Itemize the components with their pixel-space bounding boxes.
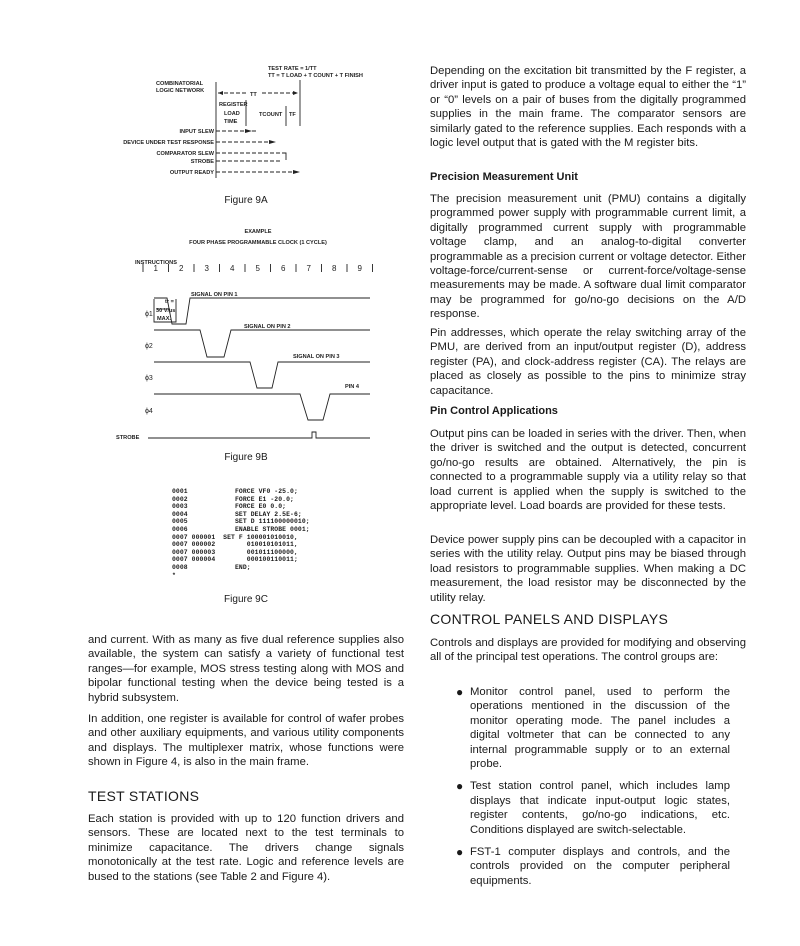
signal-output-ready: OUTPUT READY xyxy=(169,170,214,176)
instruction-number: 2 xyxy=(179,264,184,273)
signal-pin-2: SIGNAL ON PIN 2 xyxy=(244,324,291,330)
phase-1: ϕ1 xyxy=(145,311,153,318)
signal-pin-1: SIGNAL ON PIN 1 xyxy=(191,292,238,298)
instruction-number: 8 xyxy=(332,264,337,273)
signal-input-slew: INPUT SLEW xyxy=(179,129,214,135)
slew-max: MAX. xyxy=(157,316,171,322)
figure-9c-program: 0001 FORCE VF0 -25.0; 0002 FORCE E1 -20.0; 0003 FORCE E0 0.0; 0004 SET DELAY 2.5E-6; 0005 SET D 111100000010; 0006 ENABLE STROBE 0001; 0007 000001 SET F 100001010010, 0007 000002 010010101011, 0007 000003 001011100000, 0007 000004 000100110011; 0008 END; * xyxy=(172,488,310,579)
reg-load-label-2: LOAD xyxy=(224,111,240,117)
instruction-number: 1 xyxy=(153,264,158,273)
signal-comparator-slew: COMPARATOR SLEW xyxy=(156,151,214,157)
bullet-icon: ● xyxy=(456,685,464,699)
comb-label-1: COMBINATORIAL xyxy=(156,81,204,87)
figure-9b xyxy=(0,220,420,450)
tf-label: TF xyxy=(289,112,296,118)
instructions-label: INSTRUCTIONS xyxy=(135,260,177,266)
figure-9c-caption: Figure 9C xyxy=(224,594,268,605)
right-paragraph-2: The precision measurement unit (PMU) contains a digitally programmed power supply with programmable current limit, a digitally programmed current supply with programmable voltage clamp, and an analog-to-digital converter programmable as a precision current or voltage detector. Either voltage-force/current-sense or current-force/voltage-sense measurements may be made. A software dual limit comparator may be programmed for go/no-go decisions on the A/D response. xyxy=(430,193,746,321)
comb-label-2: LOGIC NETWORK xyxy=(156,88,205,94)
test-stations-heading: TEST STATIONS xyxy=(88,788,200,804)
signal-pin-4: PIN 4 xyxy=(345,384,359,390)
signal-strobe: STROBE xyxy=(190,159,214,165)
tt-label: TT xyxy=(250,92,257,98)
figure-9a-caption: Figure 9A xyxy=(224,195,268,206)
left-paragraph-3: Each station is provided with up to 120 function drivers and sensors. These are located next to the test terminals to minimize capacitance. The drivers change signals monotonically at the test rate. Logic and reference levels are bused to the stations (see Table 2 and Figure 4). xyxy=(88,813,404,883)
figure-9b-caption: Figure 9B xyxy=(224,452,268,463)
right-paragraph-6: Controls and displays are provided for modifying and observing all of the principal test operations. The control groups are: xyxy=(430,637,746,664)
left-paragraph-1: and current. With as many as five dual reference supplies also available, the system can satisfy a variety of functional test ranges—for example, MOS stress testing along with MOS and bipolar functional testing when the device being tested is a hybrid subsystem. xyxy=(88,634,404,704)
phase-3: ϕ3 xyxy=(145,375,153,382)
figure-9a xyxy=(0,0,420,215)
reg-load-label-3: TIME xyxy=(224,119,238,125)
signal-dut-response: DEVICE UNDER TEST RESPONSE xyxy=(123,140,214,146)
list-item-text: FST-1 computer displays and controls, and the controls provided on the computer peripheral equipments. xyxy=(470,846,730,887)
reg-load-label-1: REGISTER xyxy=(219,102,248,108)
instruction-number: 6 xyxy=(281,264,286,273)
control-groups-list xyxy=(456,685,730,888)
control-panels-heading: CONTROL PANELS AND DISPLAYS xyxy=(430,611,669,627)
instruction-number: 9 xyxy=(357,264,362,273)
list-item-text: Monitor control panel, used to perform the operations mentioned in the discussion of the monitor operating mode. The panel includes a digital voltmeter that can be connected to any internal programmable supply or to an external probe. xyxy=(470,686,730,771)
test-rate-formula: TT = T LOAD + T COUNT + T FINISH xyxy=(268,73,363,79)
instruction-number: 3 xyxy=(204,264,209,273)
pmu-heading: Precision Measurement Unit xyxy=(430,171,578,183)
right-paragraph-3: Pin addresses, which operate the relay switching array of the PMU, are derived from an input/output register (D), address register (PA), and clock-address register (CA). The relays are placed as closely as possible to the pins to minimize stray capacitance. xyxy=(430,327,746,397)
tcount-label: TCOUNT xyxy=(259,112,283,118)
right-paragraph-4: Output pins can be loaded in series with the driver. Then, when the driver is switched and the output is detected, concurrent go/no-go results are obtained. Alternatively, the pin is connected to a programmable supply via a utility relay so that load current is applied when the supply is switched to the appropriate level. Load boards are provided for these tests. xyxy=(430,428,746,513)
left-paragraph-2: In addition, one register is available for control of wafer probes and other auxiliary equipments, and various utility components and displays. The multiplexer matrix, whose functions were shown in Figure 4, is also in the main frame. xyxy=(88,713,404,769)
bullet-icon: ● xyxy=(456,845,464,860)
phase-2: ϕ2 xyxy=(145,343,153,350)
fig9b-title-2: FOUR PHASE PROGRAMMABLE CLOCK (1 CYCLE) xyxy=(189,240,327,246)
right-paragraph-1: Depending on the excitation bit transmitted by the F register, a driver input is gated to produce a voltage equal to either the “1” or “0” levels on a pair of buses from the digitally programmed supplies in the main frame. The comparator sensors are similarly gated to the reference supplies. Each responds with a logic level output that is gated with the M register bits. xyxy=(430,65,746,150)
signal-pin-3: SIGNAL ON PIN 3 xyxy=(293,354,340,360)
bullet-icon: ● xyxy=(456,779,464,794)
instruction-number: 4 xyxy=(230,264,235,273)
slew-tr: tr = xyxy=(165,299,174,305)
right-paragraph-5: Device power supply pins can be decoupled with a capacitor in series with the utility relay. Output pins may be biased through load resistors to programmable supplies. When making a DC measurement, the load resistor may be disconnected by the utility relay. xyxy=(430,534,746,604)
list-item-text: Test station control panel, which includes lamp displays that indicate input-output logic states, register contents, go/no-go indications, etc. Conditions displayed are switch-selectable. xyxy=(470,780,730,836)
list-item xyxy=(456,779,730,837)
instruction-number: 7 xyxy=(306,264,311,273)
list-item xyxy=(456,685,730,771)
slew-rate: 30 V/µs xyxy=(156,308,176,314)
list-item xyxy=(456,845,730,888)
phase-4: ϕ4 xyxy=(145,408,153,415)
instruction-number: 5 xyxy=(255,264,260,273)
pin-control-heading: Pin Control Applications xyxy=(430,405,558,417)
fig9b-title-1: EXAMPLE xyxy=(244,229,272,235)
strobe-label: STROBE xyxy=(116,435,140,441)
test-rate-label: TEST RATE = 1/TT xyxy=(268,66,317,72)
